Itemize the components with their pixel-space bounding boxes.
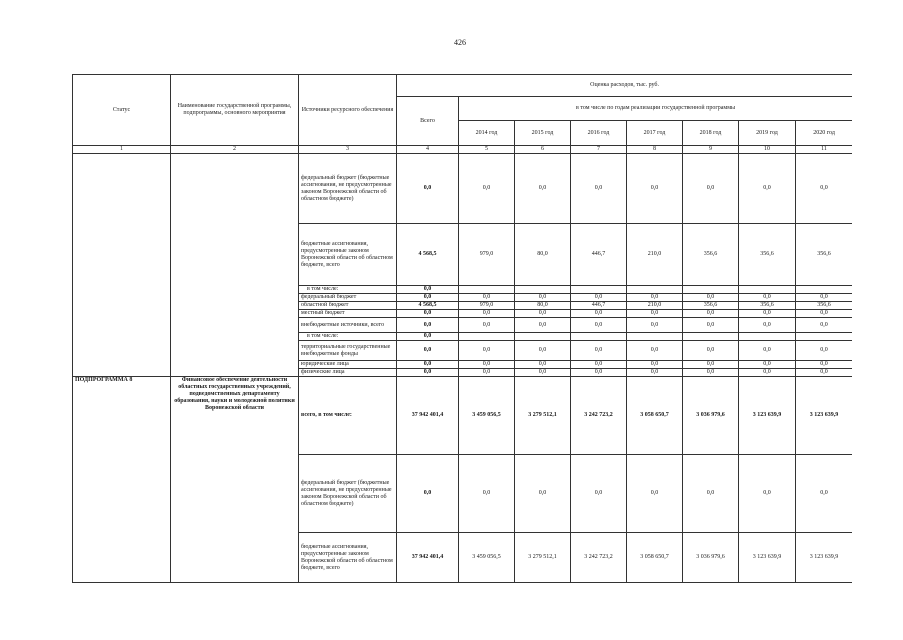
year-value: 0,0 [739,369,796,377]
year-value: 0,0 [459,154,515,224]
total-value: 0,0 [397,154,459,224]
column-number: 8 [627,146,683,154]
year-value: 0,0 [515,310,571,318]
year-value: 0,0 [739,341,796,361]
header-year-2: 2016 год [571,121,627,146]
year-value [515,333,571,341]
year-value: 0,0 [459,294,515,302]
year-value: 0,0 [571,455,627,533]
source-label: в том числе: [299,286,397,294]
column-number: 10 [739,146,796,154]
source-label: в том числе: [299,333,397,341]
header-year-4: 2018 год [683,121,739,146]
total-value: 0,0 [397,310,459,318]
year-value [627,333,683,341]
year-value: 3 242 723,2 [571,377,627,455]
year-value: 0,0 [796,294,853,302]
header-year-1: 2015 год [515,121,571,146]
total-value: 0,0 [397,455,459,533]
header-by-years: в том числе по годам реализации государственной программы [459,97,853,121]
header-sources: Источники ресурсного обеспечения [299,75,397,146]
header-name: Наименование государственной программы, подпрограммы, основного мероприятия [171,75,299,146]
year-value: 0,0 [571,294,627,302]
column-number: 5 [459,146,515,154]
source-label: юридические лица [299,361,397,369]
year-value [796,286,853,294]
year-value: 0,0 [627,455,683,533]
year-value: 979,0 [459,224,515,286]
header-status: Статус [73,75,171,146]
year-value: 0,0 [739,294,796,302]
year-value: 0,0 [796,318,853,333]
year-value: 356,6 [683,224,739,286]
year-value: 0,0 [683,154,739,224]
year-value: 0,0 [627,310,683,318]
table-row [73,377,853,455]
year-value: 0,0 [739,154,796,224]
subprogram-name: Финансовое обеспечение деятельности областных государственных учреждений, подведомственных департаменту образования, науки и молодежной политики Воронежской области [171,377,299,583]
year-value: 0,0 [459,341,515,361]
page-number: 426 [454,38,466,47]
source-label: местный бюджет [299,310,397,318]
source-label: федеральный бюджет (бюджетные ассигнования, не предусмотренные законом Воронежской области об областном бюджете) [299,154,397,224]
column-number: 2 [171,146,299,154]
year-value [459,286,515,294]
year-value: 979,0 [459,302,515,310]
year-value: 0,0 [459,310,515,318]
year-value: 0,0 [571,154,627,224]
year-value: 0,0 [796,369,853,377]
header-estimate: Оценка расходов, тыс. руб. [397,75,853,97]
source-label: внебюджетные источники, всего [299,318,397,333]
column-number: 3 [299,146,397,154]
year-value [739,286,796,294]
year-value: 3 123 639,9 [739,377,796,455]
total-value: 0,0 [397,369,459,377]
column-number: 6 [515,146,571,154]
column-number: 7 [571,146,627,154]
year-value: 80,0 [515,224,571,286]
year-value: 356,6 [796,302,853,310]
year-value: 0,0 [739,361,796,369]
year-value [515,286,571,294]
total-value: 0,0 [397,341,459,361]
year-value: 210,0 [627,302,683,310]
year-value: 0,0 [459,361,515,369]
source-label: бюджетные ассигнования, предусмотренные законом Воронежской области об областном бюджете, всего [299,533,397,583]
source-label: физические лица [299,369,397,377]
year-value: 0,0 [627,361,683,369]
year-value: 0,0 [571,310,627,318]
column-number: 4 [397,146,459,154]
year-value: 0,0 [627,369,683,377]
subprogram-status: ПОДПРОГРАММА 8 [73,377,171,583]
year-value: 0,0 [459,369,515,377]
year-value: 3 279 512,1 [515,377,571,455]
status-cell-empty [73,154,171,377]
source-label: областной бюджет [299,302,397,310]
column-number: 9 [683,146,739,154]
year-value: 0,0 [627,294,683,302]
resource-table-container [72,74,852,600]
year-value: 356,6 [683,302,739,310]
year-value [627,286,683,294]
year-value: 210,0 [627,224,683,286]
total-value: 37 942 401,4 [397,377,459,455]
year-value: 0,0 [796,341,853,361]
total-value: 4 568,5 [397,224,459,286]
year-value: 3 123 639,9 [796,377,853,455]
year-value [796,333,853,341]
year-value: 0,0 [627,154,683,224]
total-value: 0,0 [397,361,459,369]
source-label: бюджетные ассигнования, предусмотренные законом Воронежской области об областном бюджете, всего [299,224,397,286]
header-year-0: 2014 год [459,121,515,146]
year-value [571,286,627,294]
year-value: 0,0 [515,369,571,377]
year-value: 0,0 [571,361,627,369]
year-value: 0,0 [515,341,571,361]
year-value: 3 058 650,7 [627,377,683,455]
year-value: 0,0 [459,318,515,333]
source-label: территориальные государственные внебюджетные фонды [299,341,397,361]
year-value: 0,0 [515,294,571,302]
source-label: федеральный бюджет (бюджетные ассигнования, не предусмотренные законом Воронежской области об областном бюджете) [299,455,397,533]
year-value [459,333,515,341]
year-value: 0,0 [515,154,571,224]
year-value: 0,0 [796,455,853,533]
year-value: 3 459 056,5 [459,533,515,583]
year-value: 356,6 [739,302,796,310]
year-value: 3 123 639,9 [739,533,796,583]
column-number: 1 [73,146,171,154]
column-number: 11 [796,146,853,154]
year-value: 0,0 [571,369,627,377]
year-value: 0,0 [683,341,739,361]
year-value: 0,0 [627,341,683,361]
year-value: 0,0 [683,310,739,318]
year-value: 0,0 [796,361,853,369]
year-value: 0,0 [796,310,853,318]
year-value: 0,0 [627,318,683,333]
year-value: 356,6 [796,224,853,286]
year-value: 0,0 [683,318,739,333]
year-value: 0,0 [571,341,627,361]
header-year-5: 2019 год [739,121,796,146]
source-label: федеральный бюджет [299,294,397,302]
year-value [683,286,739,294]
year-value: 446,7 [571,302,627,310]
year-value: 3 279 512,1 [515,533,571,583]
name-cell-empty [171,154,299,377]
total-value: 4 568,5 [397,302,459,310]
year-value: 0,0 [459,455,515,533]
year-value: 0,0 [683,361,739,369]
year-value: 0,0 [683,369,739,377]
year-value: 356,6 [739,224,796,286]
year-value: 0,0 [683,294,739,302]
header-year-6: 2020 год [796,121,853,146]
year-value: 3 058 650,7 [627,533,683,583]
total-value: 37 942 401,4 [397,533,459,583]
year-value: 0,0 [739,455,796,533]
year-value: 3 036 979,6 [683,377,739,455]
total-value: 0,0 [397,294,459,302]
year-value: 446,7 [571,224,627,286]
year-value: 0,0 [571,318,627,333]
year-value: 3 242 723,2 [571,533,627,583]
year-value: 80,0 [515,302,571,310]
year-value: 0,0 [515,318,571,333]
header-total: Всего [397,97,459,146]
header-year-3: 2017 год [627,121,683,146]
year-value [571,333,627,341]
year-value: 3 036 979,6 [683,533,739,583]
year-value: 0,0 [739,310,796,318]
total-value: 0,0 [397,318,459,333]
total-value: 0,0 [397,333,459,341]
year-value: 0,0 [515,361,571,369]
year-value [683,333,739,341]
source-label: всего, в том числе: [299,377,397,455]
year-value: 0,0 [515,455,571,533]
year-value [739,333,796,341]
table-row [73,154,853,224]
year-value: 3 123 639,9 [796,533,853,583]
resource-table [72,74,852,583]
year-value: 3 459 056,5 [459,377,515,455]
total-value: 0,0 [397,286,459,294]
year-value: 0,0 [796,154,853,224]
year-value: 0,0 [739,318,796,333]
year-value: 0,0 [683,455,739,533]
